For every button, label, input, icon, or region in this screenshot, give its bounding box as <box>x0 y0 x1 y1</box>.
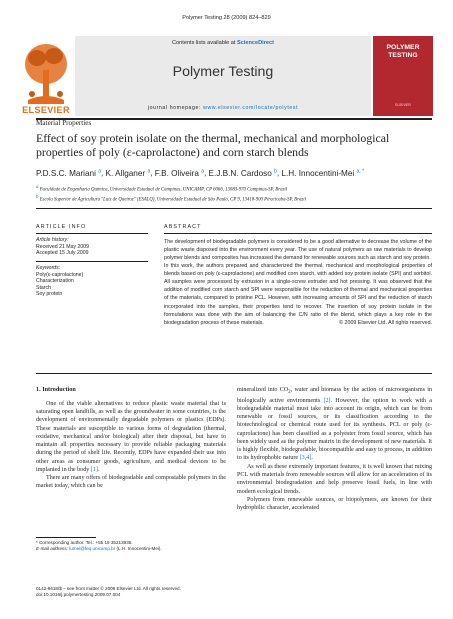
section-tag: Material Properties <box>36 119 92 127</box>
issn-doi <box>36 586 256 599</box>
doi-line: doi:10.1016/j.polymertesting.2009.07.004 <box>36 592 121 598</box>
journal-homepage: journal homepage: www.elsevier.com/locate/polytest <box>147 105 299 111</box>
author-list: P.D.S.C. Mariani $^a$, K. Allganer $^a$, F.B. Oliveira $^a$, E.J.B.N. Cardoso $^b$, L.H. Innocentini-Mei $^{a, *}$ <box>36 168 365 178</box>
body-paragraph: mineralized into $CO_2$, water and biomass by the action of microorganisms in biologically active environments [2]. However, the option to work with a biodegradable material must take into account its origin, which can be from renewable or fossil sources, or its classification according to the biotechnological or chemical route used for its synthesis. PCL or poly (ε-caprolactone) has been classified as a polyester from fossil source, which has been widely used as the polymer matrix in the development of new materials. It is highly flexible, biodegradable, biocompatible and easy to process, in addition to its hydrophobic nature [3,4]. <box>237 387 433 462</box>
sciencedirect-link[interactable]: ScienceDirect <box>236 40 274 46</box>
masthead-rule <box>36 118 432 120</box>
elsevier-tree-logo-icon <box>20 36 72 112</box>
body-column-right <box>237 386 432 512</box>
keyword: Soy protein <box>36 291 63 298</box>
email-link[interactable]: lumei@feq.unicamp.br <box>69 546 116 552</box>
affiliations <box>36 184 306 203</box>
section-heading: 1. Introduction <box>36 386 76 393</box>
author[interactable]: E.J.B.N. Cardoso $^b$ <box>208 168 277 178</box>
abstract-header: ABSTRACT <box>164 224 202 230</box>
body-column-left <box>36 400 226 490</box>
citation-link[interactable]: [1] <box>90 466 98 473</box>
body-paragraph: Polymers from renewable sources, or biopolymers, are known for their hydrophilic character, accelerated <box>237 496 432 512</box>
body-paragraph: There are many offers of biodegradable and compostable polymers in the market today, which can be <box>36 474 226 490</box>
journal-homepage-link[interactable]: www.elsevier.com/locate/polytest <box>203 105 299 111</box>
author[interactable]: P.D.S.C. Mariani $^a$ <box>36 168 101 178</box>
email-line: E-mail address: lumei@feq.unicamp.br (L.H. Innocentini-Mei). <box>36 546 162 552</box>
citation-link[interactable]: [3,4] <box>299 455 312 462</box>
footnote <box>36 540 236 553</box>
author[interactable]: F.B. Oliveira $^a$ <box>154 168 204 178</box>
corresponding-author-note: * Corresponding author. Tel.: +55 19 35213935. <box>36 540 133 545</box>
contents-line: Contents lists available at ScienceDirect <box>172 40 274 46</box>
journal-title: Polymer Testing <box>172 64 274 80</box>
article-info-header: ARTICLE INFO <box>36 224 87 230</box>
keyword: Characterization <box>36 278 74 285</box>
abstract-bottom-rule <box>36 373 432 374</box>
abstract-body <box>164 238 432 327</box>
author[interactable]: L.H. Innocentini-Mei $^{a, *}$ <box>281 168 365 178</box>
keyword: Poly(ε-caprolactone) <box>36 271 84 278</box>
footnote-rule <box>36 537 96 538</box>
keywords: Keywords: Poly(ε-caprolactone) Characterization Starch Soy protein <box>36 265 156 298</box>
affiliation: $^a$ Faculdade de Engenharia Química, Universidade Estadual de Campinas, UNICAMP, CP 6066, 13083-970 Campinas-SP, Brazil <box>36 185 287 193</box>
keyword: Starch <box>36 284 51 291</box>
article-title: Effect of soy protein isolate on the thermal, mechanical and morphological properties of poly (ε-caprolactone) and corn starch blends <box>36 131 390 160</box>
journal-cover-publisher: ELSEVIER <box>395 103 411 107</box>
author[interactable]: K. Allganer $^a$ <box>105 168 151 178</box>
running-head: Polymer Testing 28 (2009) 824–829 <box>182 15 271 21</box>
article-info-rule <box>36 233 148 234</box>
citation-link[interactable]: [2] <box>323 397 331 404</box>
header-rule <box>36 208 432 209</box>
abstract-rule <box>164 233 432 234</box>
issn-line: 0142-9418/$ – see front matter © 2009 Elsevier Ltd. All rights reserved. <box>36 586 181 591</box>
abstract-paragraph: The development of biodegradable polymers is considered to be a good alternative to decrease the volume of the plastic waste disposed into the environment every year. The use of natural polymers as raw materials to develop polymer blends and composites has increased the demand for renewable sources such as starch and soy protein. <box>164 239 432 262</box>
publisher-logo-text: ELSEVIER <box>22 105 70 115</box>
body-paragraph: As well as these extremely important features, it is well known that mixing PCL with materials from renewable sources will allow for an acceleration of its environmental biodegradation and help preserve fossil fuels, in line with modern ecological trends. <box>237 463 432 495</box>
abstract-copyright: © 2009 Elsevier Ltd. All rights reserved. <box>339 320 432 326</box>
abstract-paragraph: In this work, the authors prepared and characterized the thermal, mechanical and morphological properties of blends based on poly (ε-caprolactone) and modified corn starch, with added soy protein isolate (SPI) and sorbitol. All samples were processed by extrusion in a single-screw extruder and hot pressing. It was observed that the addition of modified corn starch and SPI were responsible for the reduction of thermal and mechanical properties of the materials, compared to pristine PCL. However, with increasing amounts of SPI and the reduction of starch incorporated into the samples, their properties tend to recover. The insertion of soy protein isolate in the formulations was done with the aim of balancing the C/N ratio of the blend, which plays a key role in the biodegradation process of these materials. <box>164 263 432 326</box>
affiliation: $^b$ Escola Superior de Agricultura "Luiz de Queiroz" (ESALQ), Universidade Estadual de São Paulo, CP 9, 13418-900 Piracicaba-SP, Brazil <box>36 194 306 203</box>
article-history: Article history: Received 21 May 2009 Accepted 15 July 2009 <box>36 237 90 257</box>
body-paragraph: One of the viable alternatives to reduce plastic waste material that is saturating open landfills, as well as the groundwater in some countries, is the development of environmentally degradable polymers or plastics (EDPs). These materials are susceptible to various forms of degradation (thermal, oxidative, mechanical and/or biological) after their disposal, but have to maintain all properties necessary to provide reliable packaging materials during the period of shelf life. Recently, EDPs have expanded their use into other areas as consumer goods, agriculture, and medical devices to be implanted in the body [1]. <box>36 401 226 473</box>
article-history-rule <box>36 261 148 262</box>
journal-cover-title: POLYMER TESTING <box>386 44 420 59</box>
